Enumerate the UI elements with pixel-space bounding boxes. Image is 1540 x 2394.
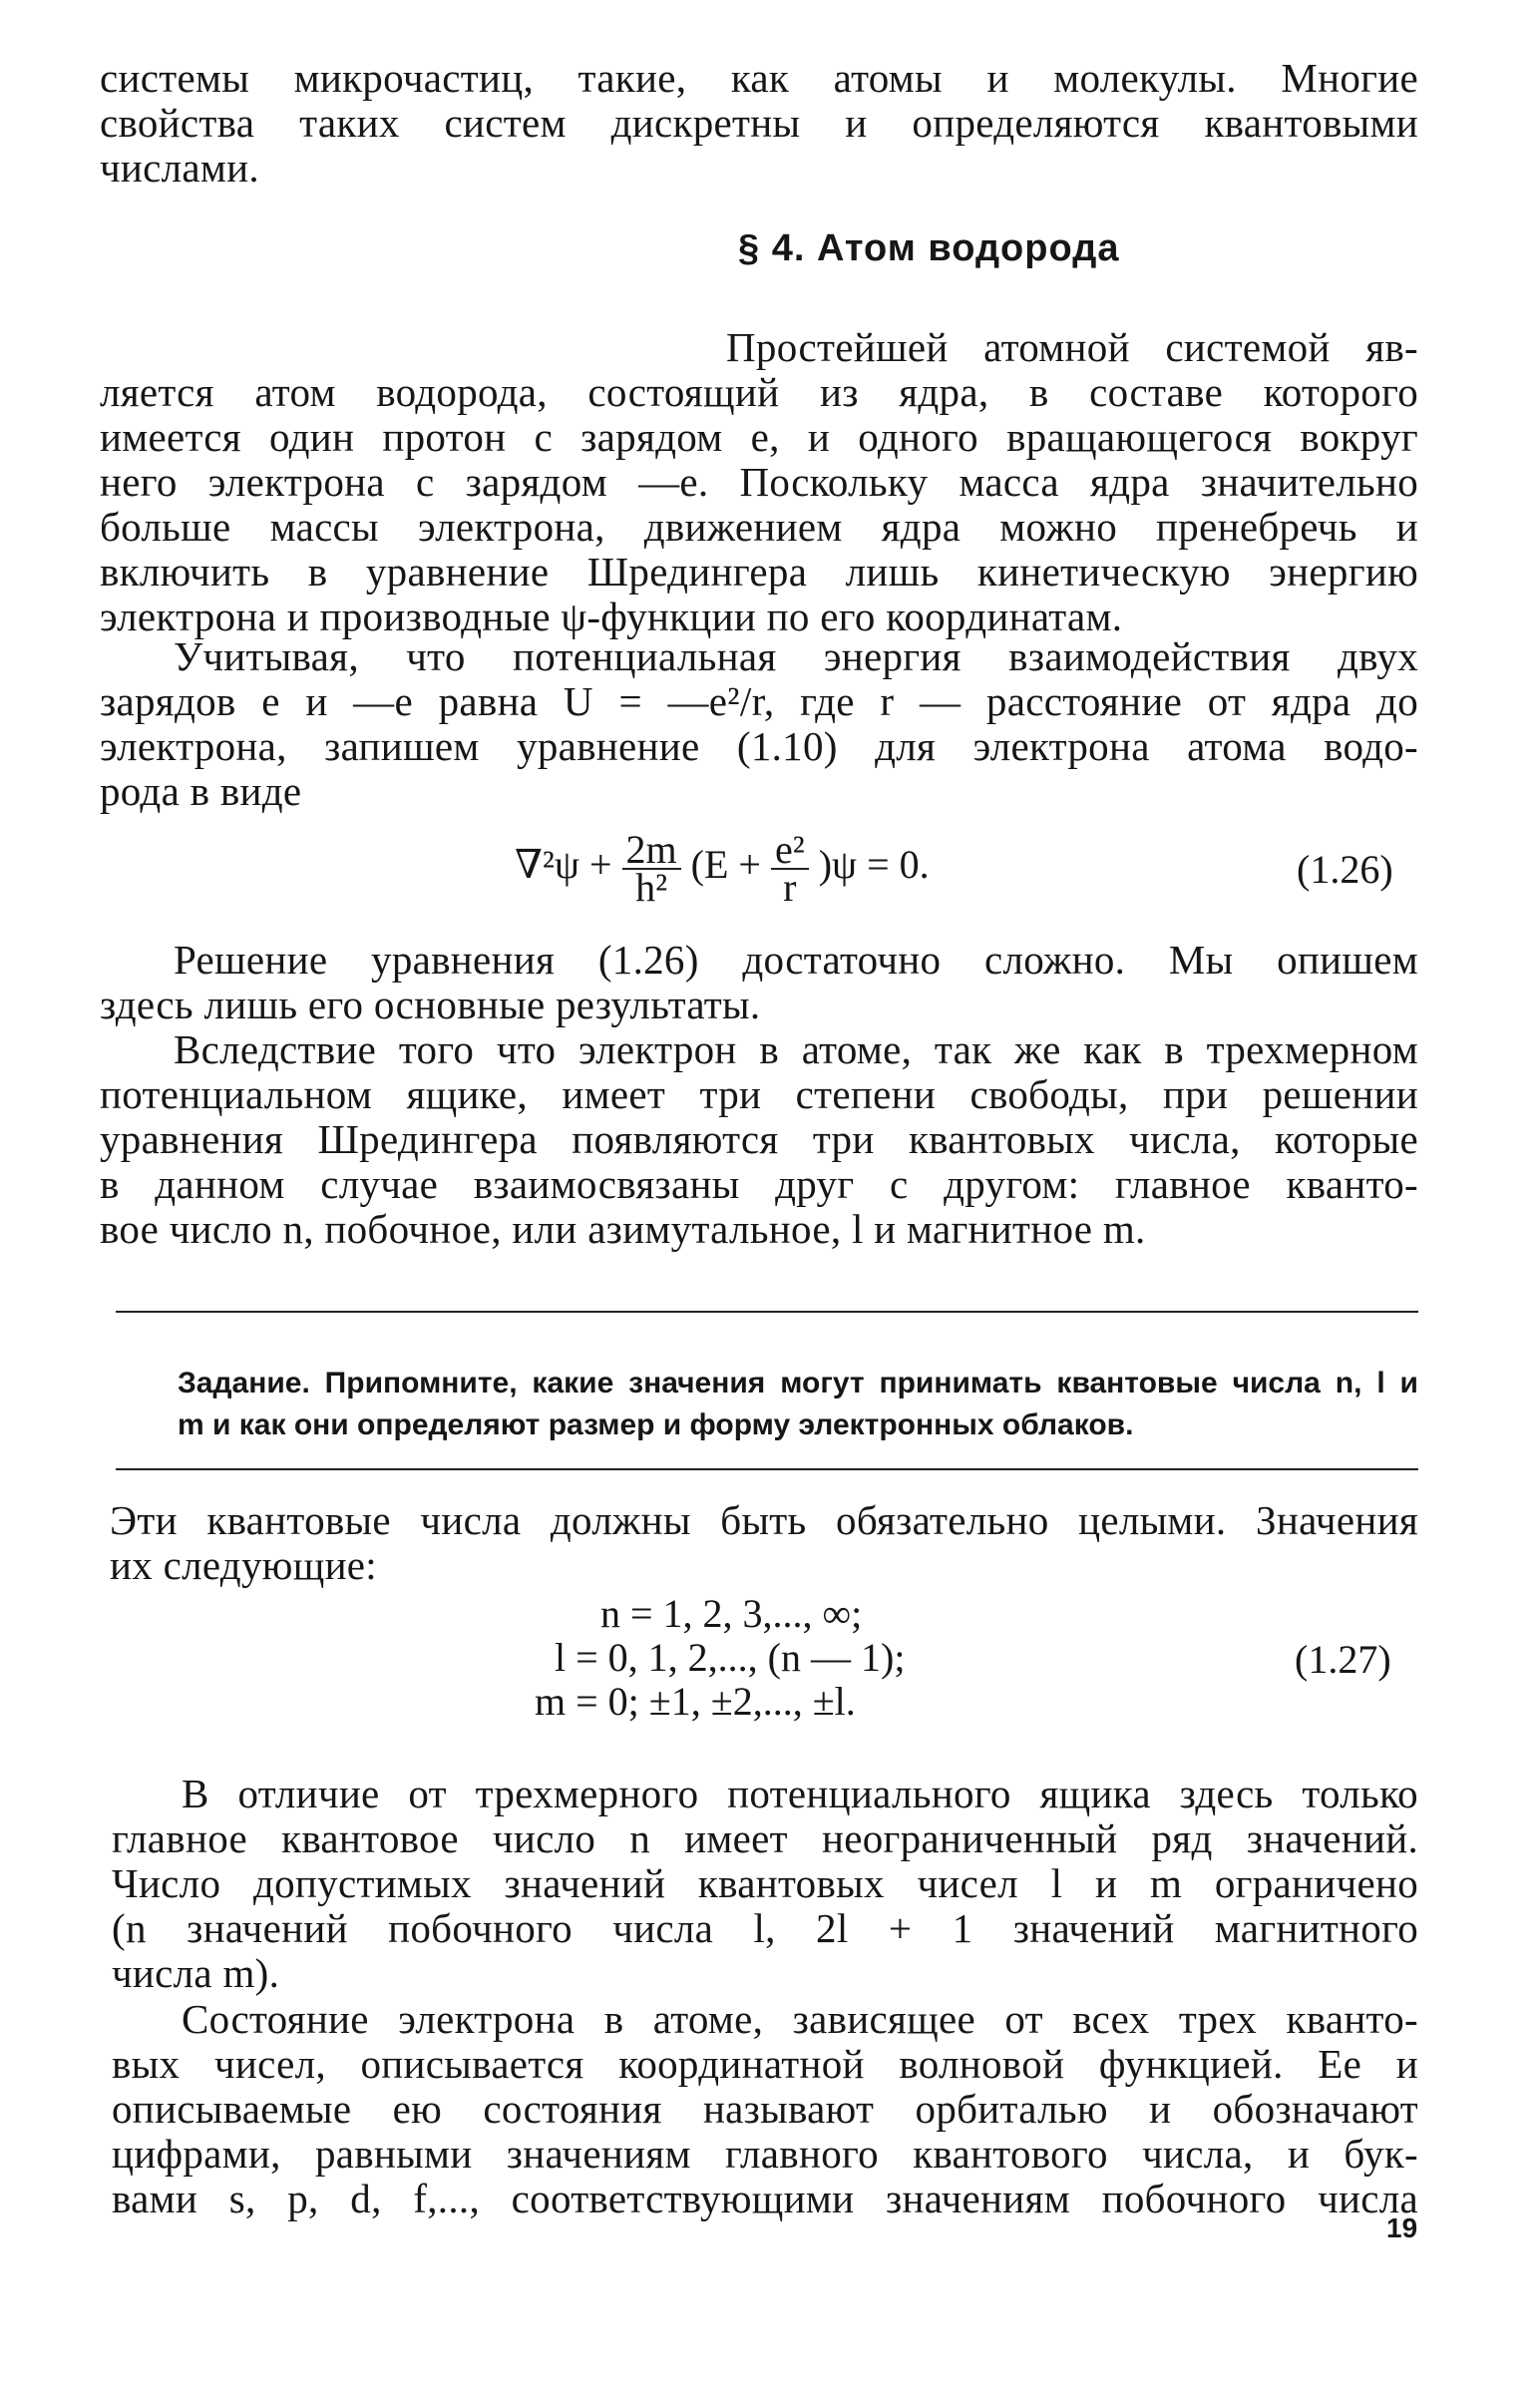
text-line: вых чисел, описывается координатной волновой функцией. Ее и: [112, 2041, 1418, 2087]
text-line: в данном случае взаимосвязаны друг с другом: главное кванто-: [100, 1161, 1418, 1207]
equation-term: ∇²ψ +: [515, 842, 612, 888]
text-line: Простейшей атомной системой яв-: [726, 324, 1418, 370]
text-line: здесь лишь его основные результаты.: [100, 982, 761, 1027]
equation-1-27-line-3: m = 0; ±1, ±2,..., ±l.: [535, 1679, 856, 1724]
text-line: вами s, p, d, f,..., соответствующими значениям побочного числа: [112, 2176, 1418, 2221]
text-line: Решение уравнения (1.26) достаточно сложно. Мы опишем: [174, 937, 1418, 983]
text-line: Состояние электрона в атоме, зависящее от всех трех кванто-: [182, 1996, 1418, 2042]
task-line: m и как они определяют размер и форму электронных облаков.: [178, 1408, 1134, 1441]
text-line: свойства таких систем дискретны и определяются квантовыми: [100, 100, 1418, 146]
text-line: него электрона с зарядом —e. Поскольку масса ядра значительно: [100, 459, 1418, 505]
text-line: электрона, запишем уравнение (1.10) для электрона атома водо-: [100, 723, 1418, 769]
text-line: В отличие от трехмерного потенциального ящика здесь только: [182, 1771, 1418, 1816]
paragraph-unlimited-values: [112, 1772, 1418, 1996]
text-line: Учитывая, что потенциальная энергия взаимодействия двух: [174, 633, 1418, 679]
text-line: уравнения Шредингера появляются три квантовых числа, которые: [100, 1116, 1418, 1162]
text-line: их следующие:: [110, 1542, 377, 1588]
page-number: 19: [1386, 2212, 1418, 2243]
text-line: цифрами, равными значениям главного квантового числа, и бук-: [112, 2131, 1418, 2177]
paragraph-orbital: [112, 1997, 1418, 2221]
text-line: Эти квантовые числа должны быть обязательно целыми. Значения: [110, 1497, 1418, 1543]
fraction-2m-h2: [622, 827, 681, 910]
equation-1-27-line-2: l = 0, 1, 2,..., (n — 1);: [555, 1635, 906, 1680]
text-line: электрона и производные ψ-функции по его координатам.: [100, 594, 1123, 639]
text-line: включить в уравнение Шредингера лишь кинетическую энергию: [100, 549, 1418, 595]
paragraph-hydrogen-atom: [100, 325, 1418, 639]
fraction-e2-r: [771, 827, 809, 910]
equation-1-27-line-1: n = 1, 2, 3,..., ∞;: [600, 1591, 863, 1636]
paragraph-potential-energy: [100, 634, 1418, 814]
task-bottom-rule: [116, 1468, 1418, 1470]
paragraph-quantum-numbers: [100, 1027, 1418, 1252]
text-line: зарядов e и —e равна U = —e²/r, где r — расстояние от ядра до: [100, 678, 1418, 724]
equation-number: (1.26): [1297, 847, 1393, 892]
task-box: [178, 1363, 1418, 1446]
text-line: вое число n, побочное, или азимутальное, l и магнитное m.: [100, 1206, 1146, 1252]
equation-1-26: [515, 827, 930, 910]
section-heading: § 4. Атом водорода: [738, 227, 1120, 269]
text-line: рода в виде: [100, 768, 302, 814]
equation-term: (E +: [690, 842, 761, 888]
text-line: системы микрочастиц, такие, как атомы и молекулы. Многие: [100, 55, 1418, 101]
text-line: Число допустимых значений квантовых чисел l и m ограничено: [112, 1860, 1418, 1906]
text-line: числами.: [100, 145, 259, 191]
paragraph-integer-values: [100, 1498, 1418, 1588]
equation-number: (1.27): [1295, 1637, 1391, 1682]
text-line: больше массы электрона, движением ядра можно пренебречь и: [100, 504, 1418, 550]
fraction-numerator: 2m: [622, 832, 681, 870]
task-line: Задание. Припомните, какие значения могут принимать квантовые числа n, l и: [178, 1367, 1418, 1399]
paragraph-solution: [100, 938, 1418, 1027]
fraction-denominator: h²: [635, 865, 668, 910]
fraction-denominator: r: [783, 865, 797, 910]
text-line: описываемые ею состояния называют орбиталью и обозначают: [112, 2086, 1418, 2132]
intro-paragraph: [100, 56, 1418, 191]
text-line: ляется атом водорода, состоящий из ядра, в составе которого: [100, 369, 1418, 415]
text-line: потенциальном ящике, имеет три степени свободы, при решении: [100, 1071, 1418, 1117]
text-line: Вследствие того что электрон в атоме, так же как в трехмерном: [174, 1026, 1418, 1072]
text-line: (n значений побочного числа l, 2l + 1 значений магнитного: [112, 1905, 1418, 1951]
task-top-rule: [116, 1311, 1418, 1313]
fraction-numerator: e²: [771, 832, 809, 870]
text-line: главное квантовое число n имеет неограниченный ряд значений.: [112, 1815, 1418, 1861]
text-line: числа m).: [112, 1950, 280, 1996]
text-line: имеется один протон с зарядом e, и одного вращающегося вокруг: [100, 414, 1418, 460]
equation-term: )ψ = 0.: [818, 842, 930, 888]
